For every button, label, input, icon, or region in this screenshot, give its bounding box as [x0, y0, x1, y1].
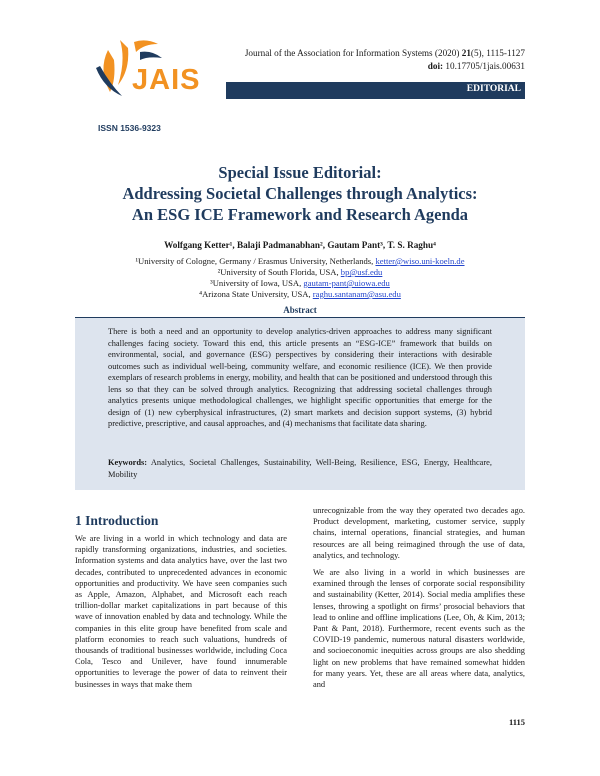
- email-link[interactable]: bp@usf.edu: [340, 267, 383, 277]
- email-link[interactable]: raghu.santanam@asu.edu: [312, 289, 401, 299]
- journal-citation: Journal of the Association for Information Systems (2020) 21(5), 1115-1127: [244, 48, 525, 58]
- affiliation-1: ¹University of Cologne, Germany / Erasmus University, Netherlands, ketter@wiso.uni-koeln.de: [135, 256, 465, 266]
- keywords: Keywords: Analytics, Societal Challenges, Sustainability, Well-Being, Resilience, ESG, Energy, Healthcare, Mobility: [108, 458, 492, 479]
- title-line-2: Addressing Societal Challenges through Analytics:: [122, 184, 478, 203]
- issn: ISSN 1536-9323: [98, 123, 161, 133]
- title-line-3: An ESG ICE Framework and Research Agenda: [131, 205, 469, 224]
- email-link[interactable]: gautam-pant@uiowa.edu: [303, 278, 390, 288]
- affiliation-2: ²University of South Florida, USA, bp@usf.edu: [217, 267, 383, 277]
- page-number: 1115: [508, 717, 525, 727]
- abstract-heading: Abstract: [283, 305, 317, 315]
- doi-line: doi: 10.17705/1jais.00631: [427, 61, 525, 71]
- email-link[interactable]: ketter@wiso.uni-koeln.de: [375, 256, 465, 266]
- affiliation-3: ³University of Iowa, USA, gautam-pant@uiowa.edu: [210, 278, 390, 288]
- title-line-1: Special Issue Editorial:: [218, 163, 382, 182]
- right-column: [313, 505, 525, 696]
- left-column-text: We are living in a world in which technology and data are rapidly transforming organizations, industries, and societies. Information systems and data analytics have, over the last two decades, contributed to unprecedented advances in economic opportunities and productivity. We have seen companies such as Apple, Amazon, Alphabet, and Microsoft each reach trillion-dollar market capitalizations in part because of this wave of innovation enabled by data and technology. While the companies in this elite group have benefited from scale and platform economies to reach such valuations, hundreds of thousands of traditional businesses worldwide, including Coca Cola, Tesco and Unilever, have found innumerable opportunities to leverage the power of data to reinvent their businesses in ways that make them: [75, 534, 287, 689]
- right-column-paragraph-1: unrecognizable from the way they operated two decades ago. Product development, marketing, customer service, supply chains, internal operations, financial strategies, and human resources are all being reimagined through the use of data, analytics, and technology.: [313, 506, 525, 560]
- journal-logo: [78, 30, 201, 110]
- author-list: Wolfgang Ketter¹, Balaji Padmanabhan², Gautam Pant³, T. S. Raghu⁴: [164, 240, 436, 250]
- abstract-text: There is both a need and an opportunity to develop analytics-driven approaches to address many significant challenges facing society. Toward this end, this article presents an “ESG-ICE” framework that builds on environmental, social, and governance (ESG) perspectives by considering their interactions with desirable outcomes such as individual well-being, community welfare, and economic resilience (ICE). We then provide exemplars of research problems in energy, mobility, and health that can be positioned and understood through this lens so that they can be solved through analytics. Recognizing that addressing societal challenges through analytics presents unique methodological challenges, we highlight specific opportunities that emerge for the design of (1) new cyberphysical infrastructures, (2) smart markets and decision support systems, (3) hybrid predictive, prescriptive, and causal approaches, and (4) mechanisms that facilitate data sharing.: [108, 327, 492, 428]
- section-label: EDITORIAL: [466, 84, 521, 94]
- affiliation-4: ⁴Arizona State University, USA, raghu.santanam@asu.edu: [199, 289, 401, 299]
- right-column-paragraph-2: We are also living in a world in which businesses are examined through the lenses of corporate social responsibility and sustainability (Ketter, 2014). Social media amplifies these lenses, throwing a spotlight on firms’ prosocial behaviors that lead to online and offline implications (Lee, Oh, & Kim, 2013; Pant & Pant, 2018). Furthermore, recent events such as the COVID-19 pandemic, numerous natural disasters worldwide, and socioeconomic inequities across groups are also shedding light on new problems that have remained somewhat hidden for many years. Yet, these are all areas where data, analytics, and: [313, 568, 525, 690]
- logo-text: JAIS: [132, 64, 201, 96]
- section-banner: [226, 82, 525, 99]
- section-heading: 1 Introduction: [75, 513, 159, 528]
